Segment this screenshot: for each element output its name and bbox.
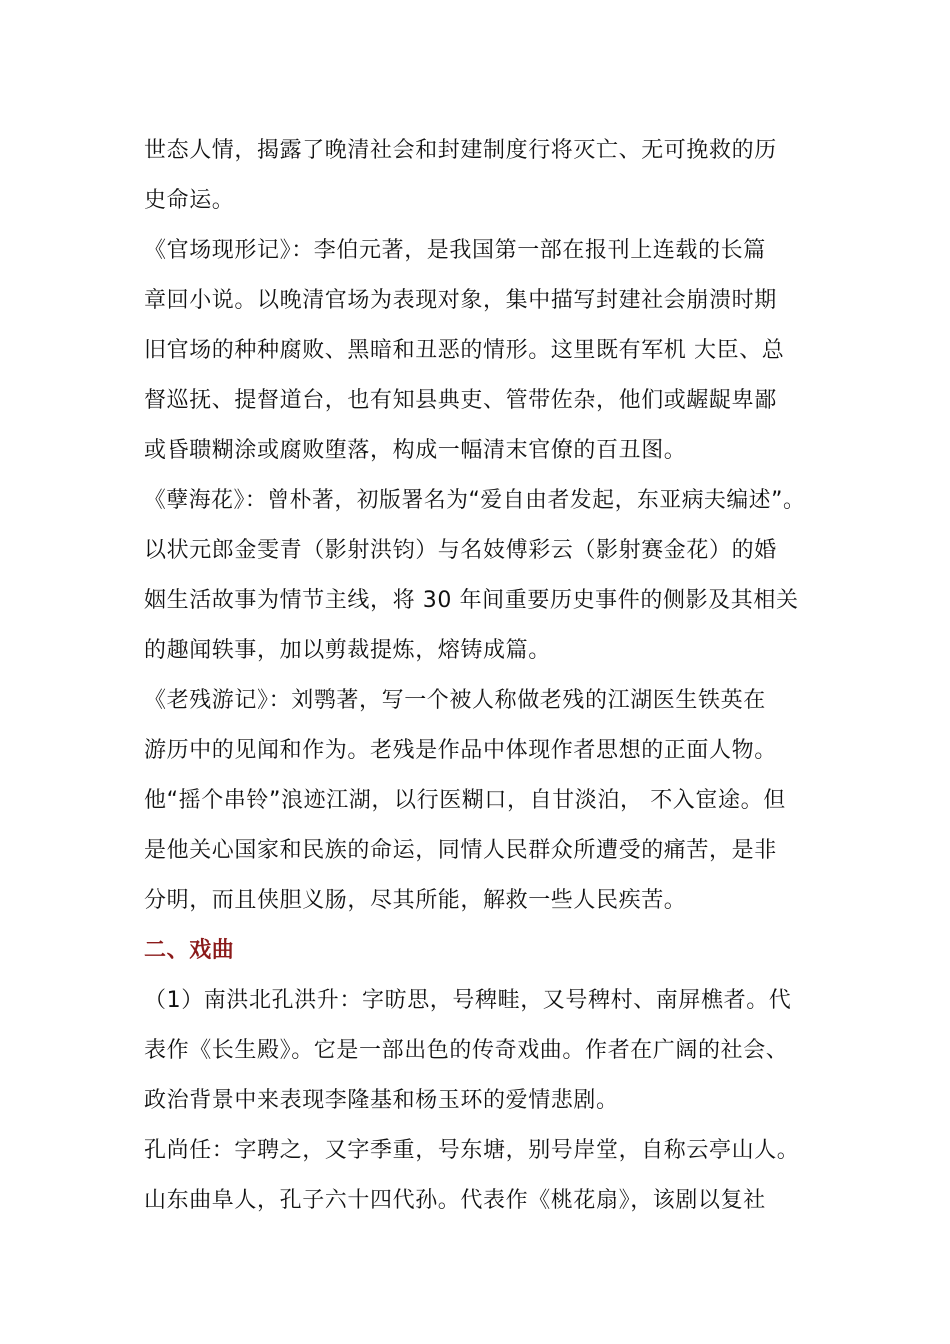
text-line: 《孽海花》：曾朴著，初版署名为“爱自由者发起，东亚病夫编述”。: [144, 488, 806, 513]
text-line: 《官场现形记》：李伯元著，是我国第一部在报刊上连载的长篇: [144, 238, 766, 263]
text-line: 山东曲阜人，孔子六十四代孙。代表作《桃花扇》，该剧以复社: [144, 1188, 766, 1213]
text-line: 表作《长生殿》。它是一部出色的传奇戏曲。作者在广阔的社会、: [144, 1038, 789, 1063]
text-line: 他“摇个串铃”浪迹江湖，以行医糊口，自甘淡泊， 不入宦途。但: [144, 788, 786, 813]
text-line: 分明，而且侠胆义肠，尽其所能，解救一些人民疾苦。: [144, 888, 687, 913]
text-line: 世态人情，揭露了晚清社会和封建制度行将灭亡、无可挽救的历: [144, 138, 777, 163]
text-line: 游历中的见闻和作为。老残是作品中体现作者思想的正面人物。: [144, 738, 777, 763]
text-line: 以状元郎金雯青（影射洪钧）与名妓傅彩云（影射赛金花）的婚: [144, 538, 777, 563]
text-line: 姻生活故事为情节主线，将 30 年间重要历史事件的侧影及其相关: [144, 588, 799, 613]
text-line: （1）南洪北孔洪升：字昉思，号稗畦，又号稗村、南屏樵者。代: [144, 988, 792, 1013]
text-line: 督巡抚、提督道台，也有知县典吏、管带佐杂，他们或龌龊卑鄙: [144, 388, 777, 413]
text-line: 的趣闻轶事，加以剪裁提炼，熔铸成篇。: [144, 638, 551, 663]
text-line: 史命运。: [144, 188, 235, 213]
text-line: 旧官场的种种腐败、黑暗和丑恶的情形。这里既有军机 大臣、总: [144, 338, 785, 363]
text-line: 政治背景中来表现李隆基和杨玉环的爱情悲剧。: [144, 1088, 619, 1113]
text-line: 《老残游记》：刘鹗著，写一个被人称做老残的江湖医生铁英在: [144, 688, 766, 713]
text-line: 章回小说。以晚清官场为表现对象，集中描写封建社会崩溃时期: [144, 288, 777, 313]
text-line: 孔尚任：字聘之，又字季重，号东塘，别号岸堂，自称云亭山人。: [144, 1138, 800, 1163]
text-line: 或昏聩糊涂或腐败堕落，构成一幅清末官僚的百丑图。: [144, 438, 687, 463]
section-heading: 二、戏曲: [144, 938, 235, 963]
text-line: 是他关心国家和民族的命运，同情人民群众所遭受的痛苦，是非: [144, 838, 777, 863]
